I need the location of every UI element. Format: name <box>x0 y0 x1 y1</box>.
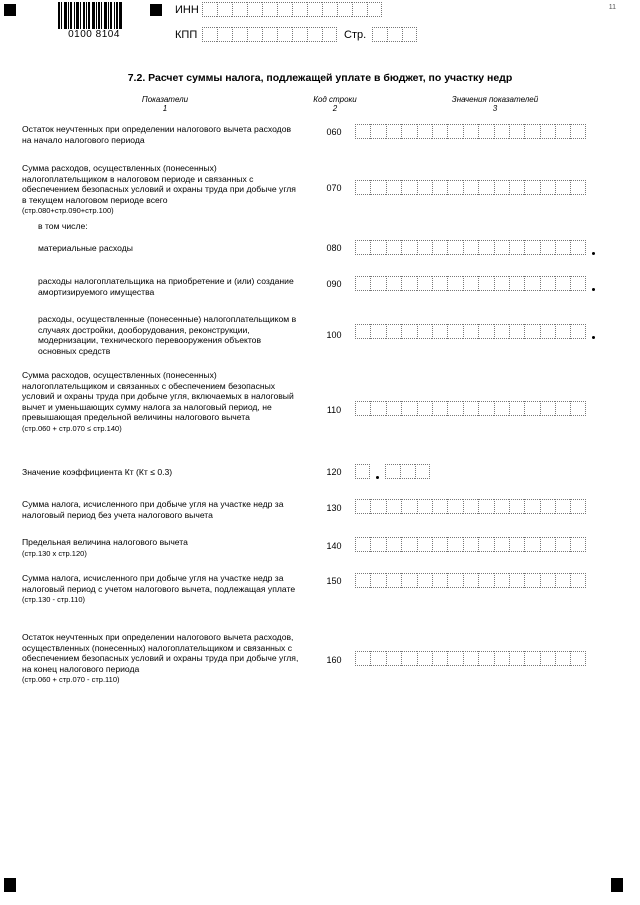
row-080-value-field[interactable] <box>355 240 586 255</box>
input-cell[interactable] <box>370 124 385 139</box>
input-cell[interactable] <box>355 651 370 666</box>
input-cell[interactable] <box>322 2 337 17</box>
input-cell[interactable] <box>555 651 570 666</box>
input-cell[interactable] <box>432 573 447 588</box>
input-cell[interactable] <box>401 651 416 666</box>
input-cell[interactable] <box>401 276 416 291</box>
input-cell[interactable] <box>524 401 539 416</box>
input-cell[interactable] <box>509 401 524 416</box>
input-cell[interactable] <box>417 324 432 339</box>
input-cell[interactable] <box>463 401 478 416</box>
input-cell[interactable] <box>524 499 539 514</box>
input-cell[interactable] <box>478 276 493 291</box>
input-cell[interactable] <box>570 651 585 666</box>
input-cell[interactable] <box>570 240 585 255</box>
input-cell[interactable] <box>355 464 370 479</box>
row-090-text: расходы налогоплательщика на приобретение и (или) создание амортизируемого имущества <box>38 276 294 297</box>
input-cell[interactable] <box>247 2 262 17</box>
input-cell[interactable] <box>355 537 370 552</box>
column-header-1-label: Показатели <box>141 95 189 104</box>
column-header-3-label: Значения показателей <box>451 95 539 104</box>
input-cell[interactable] <box>262 27 277 42</box>
input-cell[interactable] <box>386 276 401 291</box>
input-cell[interactable] <box>387 27 402 42</box>
page-number-field[interactable] <box>372 27 417 42</box>
input-cell[interactable] <box>509 124 524 139</box>
input-cell[interactable] <box>322 27 337 42</box>
input-cell[interactable] <box>463 240 478 255</box>
input-cell[interactable] <box>555 573 570 588</box>
input-cell[interactable] <box>217 2 232 17</box>
input-cell[interactable] <box>432 276 447 291</box>
input-cell[interactable] <box>540 651 555 666</box>
row-080-decimal-point <box>592 252 595 255</box>
row-150-text: Сумма налога, исчисленного при добыче угля на участке недр за налоговый период с учетом налогового вычета, подлежащая уплате <box>22 573 296 594</box>
column-header-1-number: 1 <box>162 104 168 113</box>
row-070-text: Сумма расходов, осуществленных (понесенных) налогоплательщиком в налоговом периоде и связанных с обеспечением безопасных условий и охраны труда при добыче угля в текущем налоговом периоде всего <box>22 163 296 205</box>
input-cell[interactable] <box>386 401 401 416</box>
input-cell[interactable] <box>555 124 570 139</box>
input-cell[interactable] <box>494 537 509 552</box>
row-080-label <box>38 243 300 254</box>
input-cell[interactable] <box>463 276 478 291</box>
input-cell[interactable] <box>370 499 385 514</box>
input-cell[interactable] <box>494 324 509 339</box>
input-cell[interactable] <box>494 276 509 291</box>
input-cell[interactable] <box>524 180 539 195</box>
input-cell[interactable] <box>370 240 385 255</box>
input-cell[interactable] <box>292 27 307 42</box>
input-cell[interactable] <box>570 499 585 514</box>
input-cell[interactable] <box>352 2 367 17</box>
input-cell[interactable] <box>417 537 432 552</box>
input-cell[interactable] <box>370 324 385 339</box>
row-060-label <box>22 124 300 145</box>
row-060-value-field[interactable] <box>355 124 586 139</box>
row-110-label <box>22 370 300 434</box>
input-cell[interactable] <box>217 27 232 42</box>
row-130-text: Сумма налога, исчисленного при добыче угля на участке недр за налоговый период без учета налогового вычета <box>22 499 284 520</box>
input-cell[interactable] <box>417 651 432 666</box>
input-cell[interactable] <box>386 240 401 255</box>
row-120-code: 120 <box>326 467 342 477</box>
input-cell[interactable] <box>463 124 478 139</box>
input-cell[interactable] <box>509 276 524 291</box>
barcode-number: 0100 8104 <box>58 29 130 40</box>
input-cell[interactable] <box>494 180 509 195</box>
input-cell[interactable] <box>401 324 416 339</box>
column-header-code <box>305 95 365 113</box>
input-cell[interactable] <box>478 537 493 552</box>
input-cell[interactable] <box>417 573 432 588</box>
input-cell[interactable] <box>402 27 417 42</box>
input-cell[interactable] <box>555 180 570 195</box>
input-cell[interactable] <box>540 537 555 552</box>
row-070-value-field[interactable] <box>355 180 586 195</box>
row-130-value-field[interactable] <box>355 499 586 514</box>
input-cell[interactable] <box>355 240 370 255</box>
row-100-label <box>38 314 300 356</box>
row-110-code: 110 <box>326 405 342 415</box>
row-160-text: Остаток неучтенных при определении налогового вычета расходов, осуществленных (понесенных) налогоплательщиком и связанных с обеспечением безопасных условий и охраны труда при добыче угля, на конец налогового периода <box>22 632 299 674</box>
row-150-code: 150 <box>326 576 342 586</box>
input-cell[interactable] <box>478 124 493 139</box>
input-cell[interactable] <box>447 401 462 416</box>
input-cell[interactable] <box>401 401 416 416</box>
page-label: Стр. <box>344 29 367 41</box>
input-cell[interactable] <box>570 276 585 291</box>
input-cell[interactable] <box>432 124 447 139</box>
input-cell[interactable] <box>417 180 432 195</box>
input-cell[interactable] <box>232 27 247 42</box>
input-cell[interactable] <box>478 401 493 416</box>
input-cell[interactable] <box>370 276 385 291</box>
input-cell[interactable] <box>509 324 524 339</box>
input-cell[interactable] <box>570 180 585 195</box>
input-cell[interactable] <box>277 2 292 17</box>
row-150-formula: (стр.130 - стр.110) <box>22 595 86 604</box>
input-cell[interactable] <box>355 124 370 139</box>
input-cell[interactable] <box>478 499 493 514</box>
input-cell[interactable] <box>432 537 447 552</box>
input-cell[interactable] <box>386 537 401 552</box>
input-cell[interactable] <box>509 180 524 195</box>
row-060-code: 060 <box>326 127 342 137</box>
row-100-decimal-point <box>592 336 595 339</box>
row-090-value-field[interactable] <box>355 276 586 291</box>
input-cell[interactable] <box>447 180 462 195</box>
input-cell[interactable] <box>447 124 462 139</box>
input-cell[interactable] <box>370 573 385 588</box>
input-cell[interactable] <box>570 324 585 339</box>
row-120-decimal-point <box>376 476 379 479</box>
row-140-formula: (стр.130 x стр.120) <box>22 548 87 558</box>
input-cell[interactable] <box>401 124 416 139</box>
input-cell[interactable] <box>540 124 555 139</box>
row-060-text: Остаток неучтенных при определении налогового вычета расходов на начало налогового периода <box>22 124 292 145</box>
input-cell[interactable] <box>524 573 539 588</box>
input-cell[interactable] <box>524 276 539 291</box>
input-cell[interactable] <box>540 276 555 291</box>
input-cell[interactable] <box>447 537 462 552</box>
row-110-value-field[interactable] <box>355 401 586 416</box>
input-cell[interactable] <box>509 240 524 255</box>
corner-marker-top-middle <box>150 4 162 16</box>
row-150-label <box>22 573 300 606</box>
input-cell[interactable] <box>447 651 462 666</box>
input-cell[interactable] <box>494 240 509 255</box>
input-cell[interactable] <box>478 651 493 666</box>
input-cell[interactable] <box>494 573 509 588</box>
input-cell[interactable] <box>432 651 447 666</box>
inn-label: ИНН <box>175 4 199 16</box>
row-120-fraction-field[interactable] <box>385 464 430 479</box>
input-cell[interactable] <box>292 2 307 17</box>
row-090-decimal-point <box>592 288 595 291</box>
row-100-value-field[interactable] <box>355 324 586 339</box>
input-cell[interactable] <box>524 124 539 139</box>
input-cell[interactable] <box>524 537 539 552</box>
row-120-integer-field[interactable] <box>355 464 370 479</box>
input-cell[interactable] <box>447 499 462 514</box>
input-cell[interactable] <box>386 324 401 339</box>
row-100-text: расходы, осуществленные (понесенные) налогоплательщиком в случаях достройки, дооборудования, реконструкции, модернизации, технического перевооружения объектов основных средств <box>38 314 297 356</box>
input-cell[interactable] <box>540 324 555 339</box>
input-cell[interactable] <box>555 240 570 255</box>
input-cell[interactable] <box>232 2 247 17</box>
row-080-text: материальные расходы <box>38 243 133 253</box>
row-120-label <box>22 467 300 478</box>
input-cell[interactable] <box>478 180 493 195</box>
input-cell[interactable] <box>540 180 555 195</box>
input-cell[interactable] <box>494 499 509 514</box>
row-110-text: Сумма расходов, осуществленных (понесенных) налогоплательщиком и связанных с обеспечением безопасных условий и охраны труда при добыче угля, включаемых в налоговый вычет и уменьшающих сумму налога за налоговый период, не превышающая предельной величины налогового вычета <box>22 370 294 422</box>
input-cell[interactable] <box>447 276 462 291</box>
column-header-indicators <box>120 95 210 113</box>
input-cell[interactable] <box>555 499 570 514</box>
input-cell[interactable] <box>277 27 292 42</box>
input-cell[interactable] <box>432 180 447 195</box>
row-130-code: 130 <box>326 503 342 513</box>
row-140-code: 140 <box>326 541 342 551</box>
input-cell[interactable] <box>386 499 401 514</box>
input-cell[interactable] <box>570 537 585 552</box>
row-130-label <box>22 499 300 520</box>
input-cell[interactable] <box>540 499 555 514</box>
row-140-value-field[interactable] <box>355 537 586 552</box>
input-cell[interactable] <box>509 573 524 588</box>
row-140-text: Предельная величина налогового вычета <box>22 537 188 547</box>
row-090-code: 090 <box>326 279 342 289</box>
input-cell[interactable] <box>355 180 370 195</box>
input-cell[interactable] <box>355 573 370 588</box>
input-cell[interactable] <box>432 240 447 255</box>
input-cell[interactable] <box>570 401 585 416</box>
input-cell[interactable] <box>370 651 385 666</box>
input-cell[interactable] <box>386 573 401 588</box>
input-cell[interactable] <box>370 537 385 552</box>
input-cell[interactable] <box>307 2 322 17</box>
column-header-2-label: Код строки <box>313 95 357 104</box>
input-cell[interactable] <box>540 573 555 588</box>
input-cell[interactable] <box>494 401 509 416</box>
input-cell[interactable] <box>417 240 432 255</box>
input-cell[interactable] <box>386 180 401 195</box>
input-cell[interactable] <box>307 27 322 42</box>
input-cell[interactable] <box>509 537 524 552</box>
input-cell[interactable] <box>555 537 570 552</box>
row-120-text: Значение коэффициента Кт (Кт ≤ 0.3) <box>22 467 173 477</box>
row-070-formula: (стр.080+стр.090+стр.100) <box>22 206 114 215</box>
input-cell[interactable] <box>262 2 277 17</box>
input-cell[interactable] <box>463 324 478 339</box>
input-cell[interactable] <box>494 124 509 139</box>
row-090-label <box>38 276 300 297</box>
input-cell[interactable] <box>417 499 432 514</box>
input-cell[interactable] <box>478 324 493 339</box>
input-cell[interactable] <box>202 27 217 42</box>
input-cell[interactable] <box>555 324 570 339</box>
input-cell[interactable] <box>417 124 432 139</box>
input-cell[interactable] <box>247 27 262 42</box>
input-cell[interactable] <box>570 573 585 588</box>
column-header-2-number: 2 <box>332 104 338 113</box>
input-cell[interactable] <box>555 276 570 291</box>
kpp-field[interactable] <box>202 27 337 42</box>
input-cell[interactable] <box>401 240 416 255</box>
input-cell[interactable] <box>555 401 570 416</box>
input-cell[interactable] <box>524 240 539 255</box>
input-cell[interactable] <box>478 240 493 255</box>
row-160-value-field[interactable] <box>355 651 586 666</box>
section-title: 7.2. Расчет суммы налога, подлежащей уплате в бюджет, по участку недр <box>127 72 513 84</box>
row-including-label <box>38 221 316 232</box>
input-cell[interactable] <box>540 240 555 255</box>
row-100-code: 100 <box>326 330 342 340</box>
kpp-label: КПП <box>175 29 198 41</box>
input-cell[interactable] <box>447 573 462 588</box>
input-cell[interactable] <box>386 124 401 139</box>
input-cell[interactable] <box>463 499 478 514</box>
input-cell[interactable] <box>415 464 430 479</box>
column-header-values <box>430 95 560 113</box>
input-cell[interactable] <box>370 180 385 195</box>
inn-field[interactable] <box>202 2 382 17</box>
input-cell[interactable] <box>432 499 447 514</box>
row-080-code: 080 <box>326 243 342 253</box>
corner-marker-bottom-right <box>611 878 623 892</box>
input-cell[interactable] <box>524 651 539 666</box>
row-160-formula: (стр.060 + стр.070 - стр.110) <box>22 675 120 684</box>
input-cell[interactable] <box>540 401 555 416</box>
input-cell[interactable] <box>401 537 416 552</box>
input-cell[interactable] <box>355 276 370 291</box>
input-cell[interactable] <box>355 401 370 416</box>
input-cell[interactable] <box>463 573 478 588</box>
input-cell[interactable] <box>385 464 400 479</box>
input-cell[interactable] <box>432 324 447 339</box>
input-cell[interactable] <box>367 2 382 17</box>
corner-marker-top-left <box>4 4 16 16</box>
input-cell[interactable] <box>524 324 539 339</box>
input-cell[interactable] <box>463 180 478 195</box>
row-160-label <box>22 632 300 686</box>
input-cell[interactable] <box>401 499 416 514</box>
input-cell[interactable] <box>570 124 585 139</box>
input-cell[interactable] <box>337 2 352 17</box>
input-cell[interactable] <box>401 180 416 195</box>
column-header-3-number: 3 <box>492 104 498 113</box>
row-160-code: 160 <box>326 655 342 665</box>
input-cell[interactable] <box>494 651 509 666</box>
input-cell[interactable] <box>509 651 524 666</box>
input-cell[interactable] <box>370 401 385 416</box>
input-cell[interactable] <box>447 324 462 339</box>
input-cell[interactable] <box>478 573 493 588</box>
corner-marker-bottom-left <box>4 878 16 892</box>
row-070-label <box>22 163 300 217</box>
input-cell[interactable] <box>447 240 462 255</box>
input-cell[interactable] <box>386 651 401 666</box>
input-cell[interactable] <box>202 2 217 17</box>
input-cell[interactable] <box>355 324 370 339</box>
input-cell[interactable] <box>417 276 432 291</box>
input-cell[interactable] <box>463 537 478 552</box>
row-150-value-field[interactable] <box>355 573 586 588</box>
page-corner-number: 11 <box>608 4 616 11</box>
input-cell[interactable] <box>400 464 415 479</box>
input-cell[interactable] <box>432 401 447 416</box>
input-cell[interactable] <box>401 573 416 588</box>
input-cell[interactable] <box>509 499 524 514</box>
row-110-formula: (стр.060 + стр.070 ≤ стр.140) <box>22 423 122 433</box>
row-070-code: 070 <box>326 183 342 193</box>
input-cell[interactable] <box>355 499 370 514</box>
input-cell[interactable] <box>463 651 478 666</box>
row-including-text: в том числе: <box>38 221 88 231</box>
row-140-label <box>22 537 300 559</box>
input-cell[interactable] <box>372 27 387 42</box>
input-cell[interactable] <box>417 401 432 416</box>
